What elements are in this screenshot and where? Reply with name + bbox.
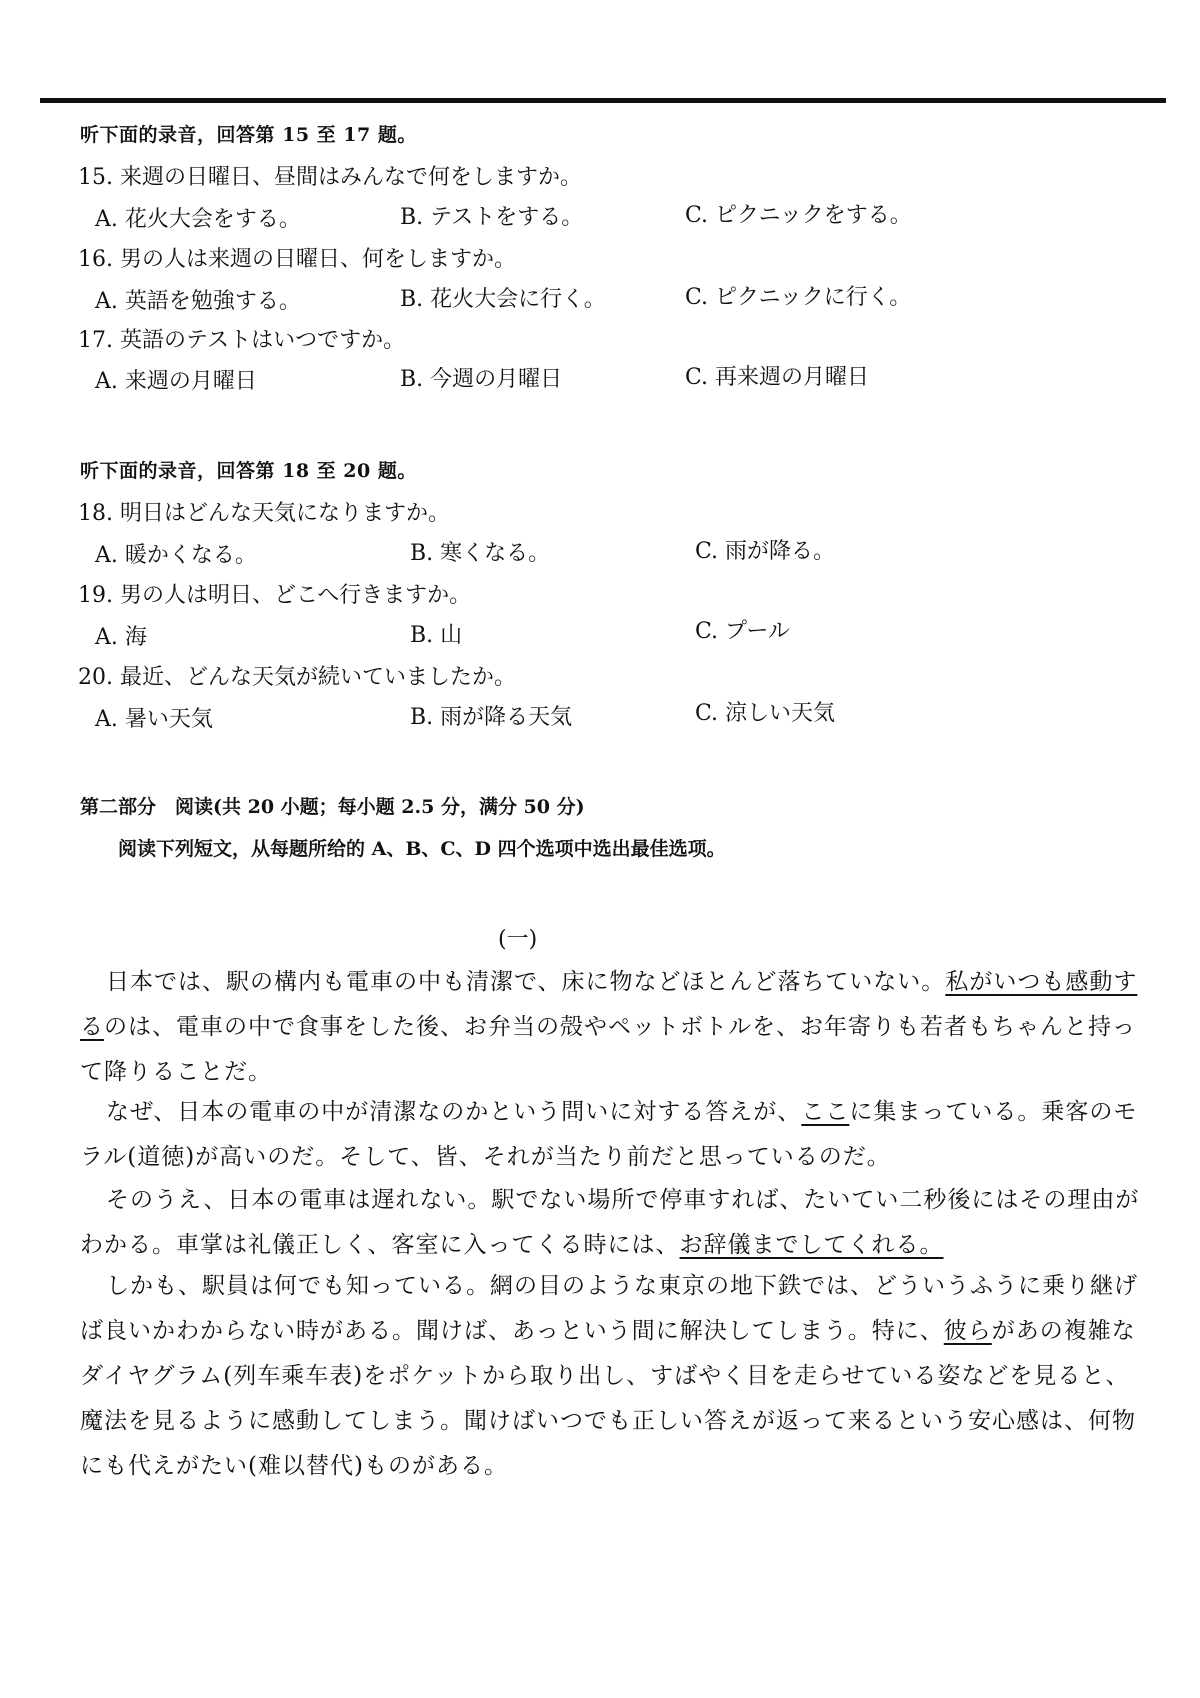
paragraph-4-text-b: があの複雑なダイヤグラム(列车乘车表)をポケットから取り出し、すばやく目を走らせている姿などを見ると、魔法を見るように感動してしまう。聞けばいつでも正しい答えが返って来るという安心感は、何物にも代えがたい(难以替代)ものがある。 — [80, 1318, 1136, 1479]
question-16: 16. 男の人は来週の日曜日、何をしますか。 — [78, 247, 516, 272]
question-17: 17. 英語のテストはいつですか。 — [78, 328, 406, 353]
paragraph-2-underlined: ここ — [801, 1099, 850, 1125]
q19-option-b: B. 山 — [410, 623, 463, 648]
q16-option-a: A. 英語を勉強する。 — [95, 289, 301, 314]
question-15: 15. 来週の日曜日、昼間はみんなで何をしますか。 — [78, 165, 582, 190]
q18-option-c: C. 雨が降る。 — [695, 539, 836, 564]
q17-option-c: C. 再来週の月曜日 — [685, 365, 870, 390]
paragraph-1-text-a: 日本では、駅の構内も電車の中も清潔で、床に物などほとんど落ちていない。 — [106, 969, 946, 995]
q20-option-a: A. 暑い天気 — [95, 707, 213, 732]
section-instruction: 阅读下列短文，从每题所给的 A、B、C、D 四个选项中选出最佳选项。 — [118, 838, 726, 860]
paragraph-4-underlined: 彼ら — [943, 1318, 992, 1344]
listening-instruction-2: 听下面的录音，回答第 18 至 20 题。 — [80, 460, 417, 482]
paragraph-1 — [80, 960, 1140, 1095]
paragraph-1-underlined: 私がいつも感動する — [80, 969, 1138, 1040]
q18-option-b: B. 寒くなる。 — [410, 541, 551, 566]
q20-option-b: B. 雨が降る天気 — [410, 705, 573, 730]
q15-option-a: A. 花火大会をする。 — [95, 207, 301, 232]
q16-option-c: C. ピクニックに行く。 — [685, 285, 912, 310]
paragraph-2 — [80, 1090, 1140, 1180]
top-rule — [40, 98, 1166, 103]
q17-option-b: B. 今週の月曜日 — [400, 367, 563, 392]
q15-option-c: C. ピクニックをする。 — [685, 203, 912, 228]
q19-option-a: A. 海 — [95, 625, 147, 650]
paragraph-2-text-a: なぜ、日本の電車の中が清潔なのかという問いに対する答えが、 — [106, 1099, 802, 1125]
section-title: 第二部分 阅读(共 20 小题；每小题 2.5 分，满分 50 分) — [80, 796, 585, 818]
q17-option-a: A. 来週の月曜日 — [95, 369, 257, 394]
question-19: 19. 男の人は明日、どこへ行きますか。 — [78, 583, 472, 608]
paragraph-3-underlined: お辞儀までしてくれる。 — [679, 1232, 944, 1258]
listening-instruction-1: 听下面的录音，回答第 15 至 17 题。 — [80, 124, 417, 146]
q16-option-b: B. 花火大会に行く。 — [400, 287, 606, 312]
paragraph-2-text-b: に集まっている。乗客のモラル(道徳)が高いのだ。そして、皆、それが当たり前だと思っているのだ。 — [80, 1099, 1138, 1170]
q19-option-c: C. プール — [695, 619, 790, 644]
paragraph-3-text-a: そのうえ、日本の電車は遅れない。駅でない場所で停車すれば、たいてい二秒後にはその理由がわかる。車掌は礼儀正しく、客室に入ってくる時には、 — [80, 1187, 1140, 1258]
paragraph-4-text-a: しかも、駅員は何でも知っている。網の目のような東京の地下鉄では、どういうふうに乗り継げば良いかわからない時がある。聞けば、あっという間に解決してしまう。特に、 — [80, 1273, 1138, 1344]
passage-number: (一) — [498, 927, 538, 952]
q20-option-c: C. 涼しい天気 — [695, 701, 836, 726]
q15-option-b: B. テストをする。 — [400, 205, 584, 230]
question-20: 20. 最近、どんな天気が続いていましたか。 — [78, 665, 516, 690]
paragraph-3 — [80, 1178, 1140, 1268]
q18-option-a: A. 暖かくなる。 — [95, 543, 257, 568]
paragraph-1-text-b: のは、電車の中で食事をした後、お弁当の殻やペットボトルを、お年寄りも若者もちゃんと持って降りることだ。 — [80, 1014, 1136, 1085]
question-18: 18. 明日はどんな天気になりますか。 — [78, 501, 450, 526]
paragraph-4 — [80, 1264, 1140, 1489]
